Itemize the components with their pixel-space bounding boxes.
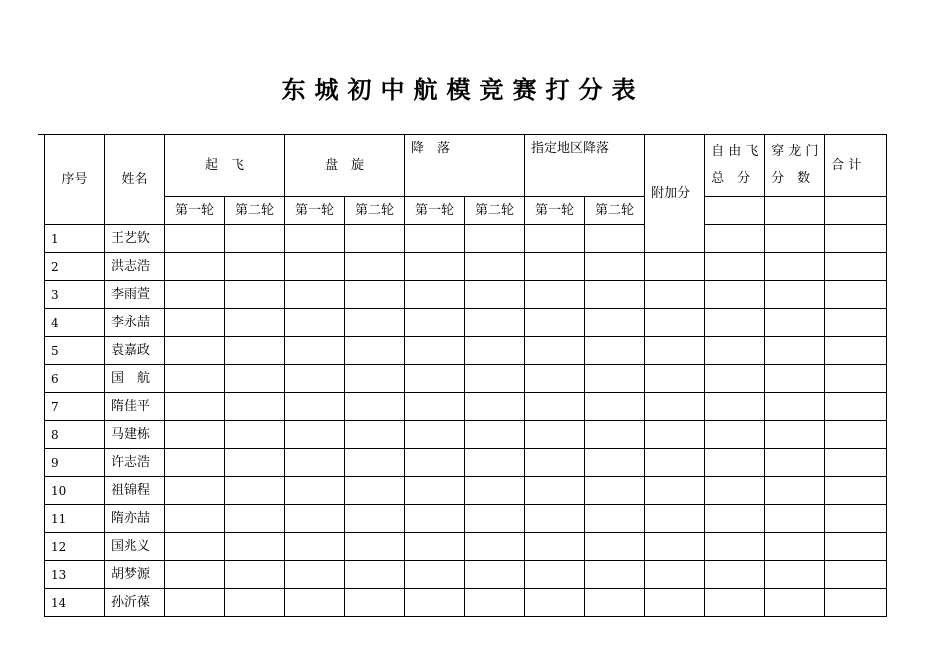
score-cell[interactable]: [645, 505, 705, 533]
score-cell[interactable]: [285, 225, 345, 253]
row-name: 李永喆: [105, 309, 165, 337]
score-cell[interactable]: [165, 533, 225, 561]
score-cell[interactable]: [285, 533, 345, 561]
score-cell[interactable]: [525, 365, 585, 393]
row-seq: 5: [45, 337, 105, 365]
table-row: [45, 337, 887, 365]
score-cell[interactable]: [585, 505, 645, 533]
row-seq: 8: [45, 421, 105, 449]
score-cell[interactable]: [765, 477, 825, 505]
score-cell[interactable]: [705, 533, 765, 561]
row-seq: 10: [45, 477, 105, 505]
row-name: 洪志浩: [105, 253, 165, 281]
score-cell[interactable]: [465, 225, 525, 253]
row-seq: 2: [45, 253, 105, 281]
score-cell[interactable]: [525, 225, 585, 253]
score-cell: [765, 197, 825, 225]
score-cell[interactable]: [525, 281, 585, 309]
score-cell[interactable]: [465, 253, 525, 281]
score-cell[interactable]: [345, 337, 405, 365]
score-cell[interactable]: [465, 309, 525, 337]
score-cell[interactable]: [585, 533, 645, 561]
score-cell[interactable]: [405, 337, 465, 365]
score-cell[interactable]: [765, 449, 825, 477]
score-cell[interactable]: [405, 225, 465, 253]
score-cell[interactable]: [825, 253, 887, 281]
score-cell[interactable]: [645, 309, 705, 337]
score-cell[interactable]: [825, 533, 887, 561]
table-row: [45, 477, 887, 505]
score-cell[interactable]: [345, 365, 405, 393]
score-cell[interactable]: [825, 589, 887, 617]
header-circling: 盘 旋: [285, 135, 405, 197]
score-cell[interactable]: [225, 561, 285, 589]
score-cell[interactable]: [765, 281, 825, 309]
score-cell[interactable]: [345, 477, 405, 505]
score-cell[interactable]: [465, 365, 525, 393]
score-cell[interactable]: [465, 337, 525, 365]
score-cell[interactable]: [285, 505, 345, 533]
score-cell[interactable]: [525, 477, 585, 505]
table-row: [45, 393, 887, 421]
score-cell[interactable]: [225, 589, 285, 617]
score-cell[interactable]: [405, 421, 465, 449]
score-cell[interactable]: [165, 505, 225, 533]
score-cell[interactable]: [285, 365, 345, 393]
score-cell[interactable]: [345, 253, 405, 281]
score-cell[interactable]: [285, 589, 345, 617]
score-cell[interactable]: [765, 337, 825, 365]
score-cell[interactable]: [525, 589, 585, 617]
score-cell[interactable]: [585, 589, 645, 617]
score-cell[interactable]: [705, 309, 765, 337]
score-cell[interactable]: [645, 477, 705, 505]
score-cell[interactable]: [225, 421, 285, 449]
score-cell[interactable]: [285, 253, 345, 281]
score-cell[interactable]: [585, 337, 645, 365]
row-name: 国兆义: [105, 533, 165, 561]
score-cell[interactable]: [165, 393, 225, 421]
header-takeoff-round2: 第二轮: [225, 197, 285, 225]
score-cell[interactable]: [165, 449, 225, 477]
row-name: 隋佳平: [105, 393, 165, 421]
score-cell[interactable]: [825, 281, 887, 309]
score-cell[interactable]: [765, 533, 825, 561]
row-seq: 1: [45, 225, 105, 253]
header-row-rounds: [45, 197, 887, 225]
score-cell[interactable]: [645, 281, 705, 309]
score-cell[interactable]: [165, 365, 225, 393]
score-cell[interactable]: [645, 589, 705, 617]
score-cell[interactable]: [825, 421, 887, 449]
score-cell[interactable]: [705, 393, 765, 421]
score-cell[interactable]: [345, 393, 405, 421]
score-cell[interactable]: [645, 449, 705, 477]
header-total: 合 计: [825, 135, 887, 197]
score-cell[interactable]: [525, 421, 585, 449]
score-cell[interactable]: [705, 449, 765, 477]
score-cell[interactable]: [465, 589, 525, 617]
table-row: [45, 309, 887, 337]
score-cell[interactable]: [705, 589, 765, 617]
score-table: [44, 134, 887, 617]
score-cell[interactable]: [765, 225, 825, 253]
row-name: 袁嘉政: [105, 337, 165, 365]
score-cell[interactable]: [825, 477, 887, 505]
score-cell[interactable]: [225, 449, 285, 477]
score-cell[interactable]: [525, 533, 585, 561]
score-cell[interactable]: [465, 281, 525, 309]
score-cell[interactable]: [645, 365, 705, 393]
table-row: [45, 253, 887, 281]
score-cell[interactable]: [765, 393, 825, 421]
score-cell[interactable]: [285, 477, 345, 505]
score-cell[interactable]: [165, 253, 225, 281]
score-cell[interactable]: [465, 449, 525, 477]
score-cell[interactable]: [345, 533, 405, 561]
score-cell[interactable]: [705, 337, 765, 365]
header-free-flight: [705, 135, 765, 197]
table-row: [45, 561, 887, 589]
table-row: [45, 589, 887, 617]
score-cell[interactable]: [525, 253, 585, 281]
table-row: [45, 505, 887, 533]
score-cell[interactable]: [225, 225, 285, 253]
score-cell[interactable]: [285, 449, 345, 477]
header-spot-landing: 指定地区降落: [525, 135, 645, 197]
score-cell[interactable]: [405, 477, 465, 505]
score-cell[interactable]: [225, 309, 285, 337]
header-dragon-gate-line2: 分 数: [771, 171, 811, 186]
score-cell[interactable]: [825, 505, 887, 533]
score-cell[interactable]: [645, 253, 705, 281]
header-free-flight-line2: 总 分: [711, 171, 751, 186]
score-cell[interactable]: [585, 561, 645, 589]
score-cell[interactable]: [765, 505, 825, 533]
score-cell[interactable]: [585, 365, 645, 393]
score-cell[interactable]: [705, 505, 765, 533]
header-takeoff: 起 飞: [165, 135, 285, 197]
score-cell: [825, 197, 887, 225]
score-cell[interactable]: [705, 253, 765, 281]
score-cell[interactable]: [285, 337, 345, 365]
score-cell[interactable]: [285, 561, 345, 589]
score-cell[interactable]: [405, 393, 465, 421]
score-cell[interactable]: [225, 253, 285, 281]
row-name: 祖锦程: [105, 477, 165, 505]
row-seq: 9: [45, 449, 105, 477]
page-title: 东城初中航模竞赛打分表: [281, 76, 645, 104]
score-cell[interactable]: [165, 561, 225, 589]
score-cell[interactable]: [825, 393, 887, 421]
score-cell[interactable]: [165, 225, 225, 253]
score-cell[interactable]: [405, 505, 465, 533]
score-cell[interactable]: [525, 337, 585, 365]
score-cell[interactable]: [225, 533, 285, 561]
score-cell[interactable]: [405, 309, 465, 337]
score-cell[interactable]: [585, 421, 645, 449]
score-cell[interactable]: [585, 449, 645, 477]
score-cell[interactable]: [465, 421, 525, 449]
score-cell[interactable]: [645, 421, 705, 449]
score-cell[interactable]: [825, 449, 887, 477]
header-spot-round2: 第二轮: [585, 197, 645, 225]
score-cell[interactable]: [465, 561, 525, 589]
row-name: 李雨萱: [105, 281, 165, 309]
score-cell[interactable]: [585, 477, 645, 505]
score-cell[interactable]: [165, 589, 225, 617]
score-cell[interactable]: [585, 225, 645, 253]
row-seq: 4: [45, 309, 105, 337]
score-cell[interactable]: [165, 309, 225, 337]
header-spot-round1: 第一轮: [525, 197, 585, 225]
header-landing: 降 落: [405, 135, 525, 197]
score-cell[interactable]: [225, 505, 285, 533]
score-cell[interactable]: [345, 589, 405, 617]
table-row: [45, 225, 887, 253]
table-row: [45, 533, 887, 561]
score-cell[interactable]: [645, 533, 705, 561]
score-cell[interactable]: [405, 365, 465, 393]
score-cell[interactable]: [405, 253, 465, 281]
score-cell[interactable]: [825, 225, 887, 253]
score-cell[interactable]: [645, 561, 705, 589]
header-takeoff-round1: 第一轮: [165, 197, 225, 225]
score-cell[interactable]: [705, 281, 765, 309]
score-cell[interactable]: [345, 561, 405, 589]
score-cell[interactable]: [165, 477, 225, 505]
score-cell[interactable]: [645, 337, 705, 365]
row-name: 国 航: [105, 365, 165, 393]
score-cell[interactable]: [765, 421, 825, 449]
score-cell[interactable]: [285, 393, 345, 421]
score-cell[interactable]: [705, 561, 765, 589]
score-cell: [705, 197, 765, 225]
row-name: 胡梦源: [105, 561, 165, 589]
row-name: 孙沂葆: [105, 589, 165, 617]
score-cell[interactable]: [585, 393, 645, 421]
score-cell[interactable]: [765, 253, 825, 281]
row-seq: 11: [45, 505, 105, 533]
score-cell[interactable]: [285, 281, 345, 309]
score-cell[interactable]: [345, 449, 405, 477]
score-cell[interactable]: [345, 281, 405, 309]
table-row: [45, 281, 887, 309]
score-cell[interactable]: [225, 477, 285, 505]
row-name: 马建栋: [105, 421, 165, 449]
score-cell[interactable]: [345, 505, 405, 533]
row-seq: 12: [45, 533, 105, 561]
score-table-body: [45, 135, 887, 617]
header-row-main: [45, 135, 887, 197]
score-cell[interactable]: [405, 281, 465, 309]
score-cell[interactable]: [465, 505, 525, 533]
score-cell[interactable]: [405, 449, 465, 477]
score-cell[interactable]: [645, 393, 705, 421]
row-seq: 3: [45, 281, 105, 309]
score-cell[interactable]: [525, 449, 585, 477]
header-circling-round2: 第二轮: [345, 197, 405, 225]
score-cell[interactable]: [345, 309, 405, 337]
score-cell[interactable]: [465, 533, 525, 561]
row-seq: 6: [45, 365, 105, 393]
score-cell[interactable]: [705, 477, 765, 505]
score-cell[interactable]: [285, 421, 345, 449]
score-cell[interactable]: [225, 393, 285, 421]
score-cell[interactable]: [225, 365, 285, 393]
score-cell[interactable]: [585, 281, 645, 309]
score-cell[interactable]: [825, 365, 887, 393]
table-row: [45, 421, 887, 449]
header-seq: 序号: [45, 135, 105, 225]
score-cell[interactable]: [285, 309, 345, 337]
score-cell[interactable]: [825, 561, 887, 589]
score-cell[interactable]: [225, 337, 285, 365]
score-cell[interactable]: [765, 365, 825, 393]
score-cell[interactable]: [825, 337, 887, 365]
header-bonus: 附加分: [645, 135, 705, 253]
score-cell[interactable]: [525, 393, 585, 421]
header-landing-round1: 第一轮: [405, 197, 465, 225]
score-cell[interactable]: [765, 309, 825, 337]
score-cell[interactable]: [345, 225, 405, 253]
score-cell[interactable]: [705, 421, 765, 449]
score-cell[interactable]: [765, 561, 825, 589]
row-seq: 7: [45, 393, 105, 421]
row-name: 许志浩: [105, 449, 165, 477]
score-cell[interactable]: [405, 533, 465, 561]
score-cell[interactable]: [825, 309, 887, 337]
header-landing-round2: 第二轮: [465, 197, 525, 225]
score-cell[interactable]: [585, 309, 645, 337]
row-seq: 14: [45, 589, 105, 617]
score-cell[interactable]: [525, 309, 585, 337]
score-cell[interactable]: [405, 589, 465, 617]
score-cell[interactable]: [585, 253, 645, 281]
score-cell[interactable]: [165, 281, 225, 309]
score-cell[interactable]: [165, 421, 225, 449]
row-name: 隋亦喆: [105, 505, 165, 533]
table-row: [45, 449, 887, 477]
score-cell[interactable]: [465, 393, 525, 421]
row-name: 王艺钦: [105, 225, 165, 253]
score-cell[interactable]: [705, 225, 765, 253]
score-cell[interactable]: [525, 561, 585, 589]
score-cell[interactable]: [225, 281, 285, 309]
score-cell[interactable]: [525, 505, 585, 533]
score-cell[interactable]: [705, 365, 765, 393]
header-circling-round1: 第一轮: [285, 197, 345, 225]
table-row: [45, 365, 887, 393]
score-cell[interactable]: [165, 337, 225, 365]
header-free-flight-line1: 自 由 飞: [711, 144, 759, 159]
header-dragon-gate-line1: 穿 龙 门: [771, 144, 819, 159]
header-name: 姓名: [105, 135, 165, 225]
score-cell[interactable]: [345, 421, 405, 449]
score-cell[interactable]: [405, 561, 465, 589]
header-dragon-gate: [765, 135, 825, 197]
score-cell[interactable]: [465, 477, 525, 505]
row-seq: 13: [45, 561, 105, 589]
score-cell[interactable]: [765, 589, 825, 617]
